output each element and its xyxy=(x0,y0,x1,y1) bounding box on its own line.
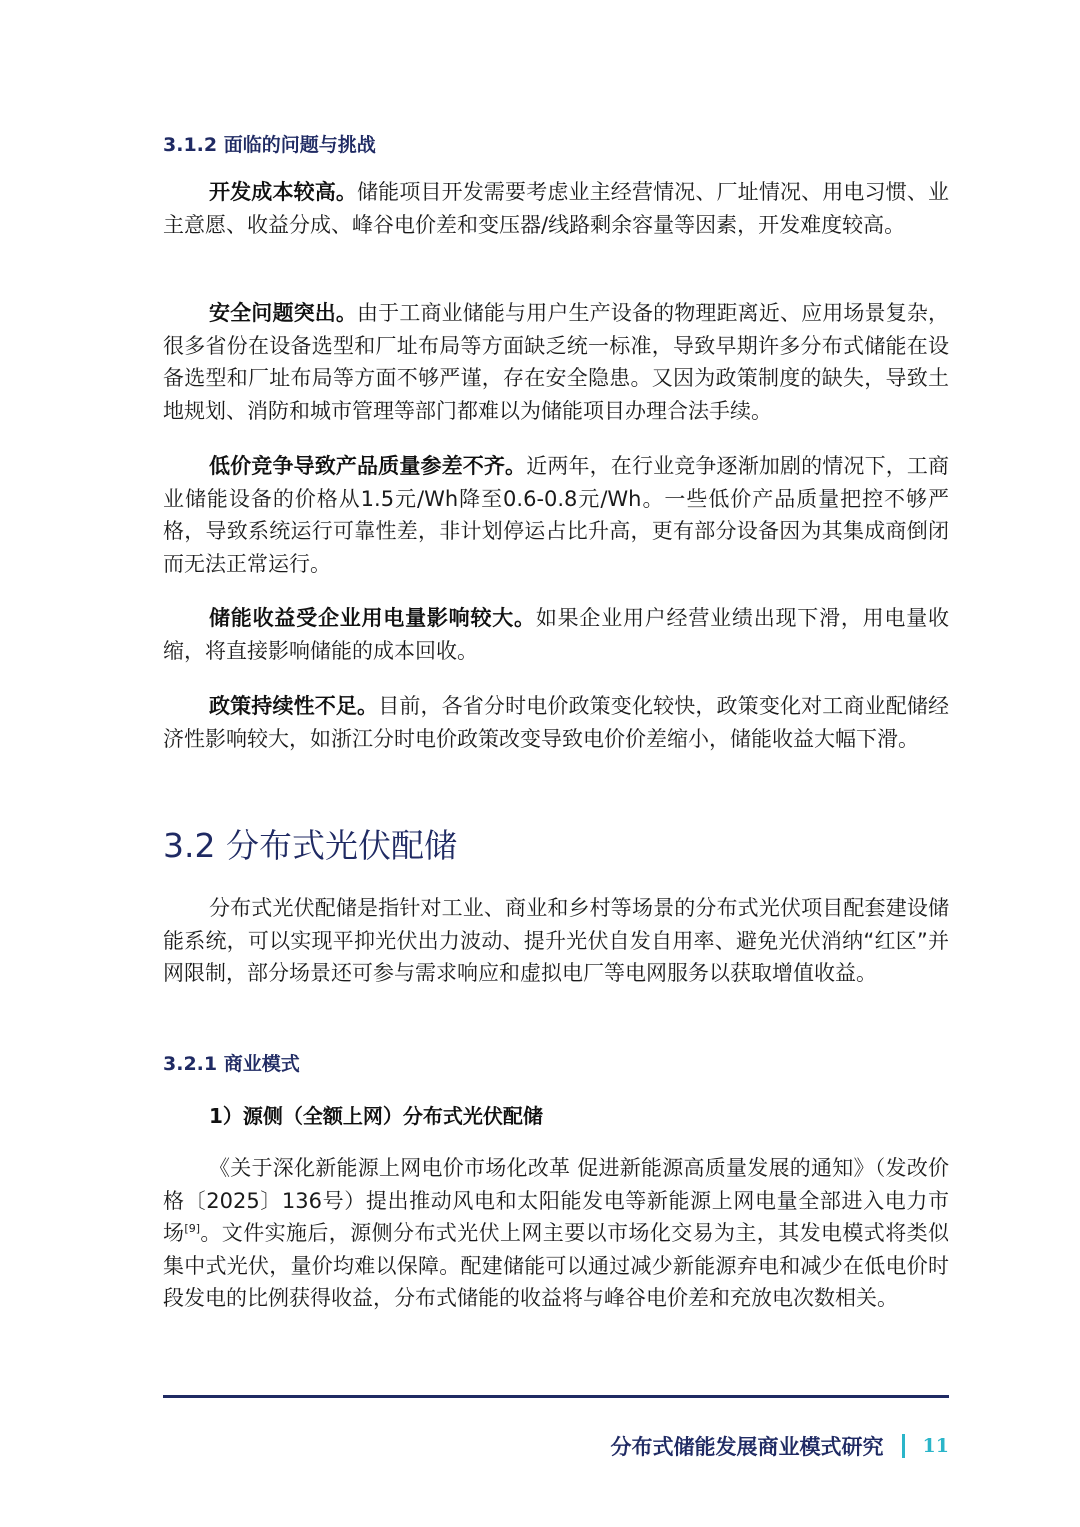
paragraph-policy-notice xyxy=(163,1152,949,1315)
paragraph-bold-lead: 开发成本较高。 xyxy=(209,180,358,204)
item-heading-source-side: 1）源侧（全额上网）分布式光伏配储 xyxy=(209,1104,543,1128)
paragraph-text: 如果企业用户经营业绩出现下滑，用电量收缩，将直接影响储能的成本回收。 xyxy=(163,606,950,663)
paragraph-text: 目前，各省分时电价政策变化较快，政策变化对工商业配储经济性影响较大，如浙江分时电价政策改变导致电价价差缩小，储能收益大幅下滑。 xyxy=(163,694,950,751)
paragraph-development-cost xyxy=(163,176,949,241)
page-number: 11 xyxy=(922,1435,949,1457)
paragraph-distributed-pv-intro xyxy=(163,892,949,990)
paragraph-low-price-competition xyxy=(163,450,949,580)
section-heading-3-2: 3.2 分布式光伏配储 xyxy=(163,826,457,865)
paragraph-safety xyxy=(163,297,949,427)
reference-marker[interactable]: [9] xyxy=(184,1222,200,1235)
paragraph-text: 分布式光伏配储是指针对工业、商业和乡村等场景的分布式光伏项目配套建设储能系统，可以实现平抑光伏出力波动、提升光伏自发自用率、避免光伏消纳“红区”并网限制，部分场景还可参与需求响应和虚拟电厂等电网服务以获取增值收益。 xyxy=(163,896,949,985)
paragraph-text: 由于工商业储能与用户生产设备的物理距离近、应用场景复杂，很多省份在设备选型和厂址布局等方面缺乏统一标准，导致早期许多分布式储能在设备选型和厂址布局等方面不够严谨，存在安全隐患。又因为政策制度的缺失，导致土地规划、消防和城市管理等部门都难以为储能项目办理合法手续。 xyxy=(163,301,949,423)
paragraph-text: 近两年，在行业竞争逐渐加剧的情况下，工商业储能设备的价格从1.5元/Wh降至0.6-0.8元/Wh。一些低价产品质量把控不够严格，导致系统运行可靠性差，非计划停运占比升高，更有部分设备因为其集成商倒闭而无法正常运行。 xyxy=(163,454,950,576)
paragraph-text: 。文件实施后，源侧分布式光伏上网主要以市场化交易为主，其发电模式将类似集中式光伏，量价均难以保障。配建储能可以通过减少新能源弃电和减少在低电价时段发电的比例获得收益，分布式储能的收益将与峰谷电价差和充放电次数相关。 xyxy=(163,1221,950,1310)
footer-title: 分布式储能发展商业模式研究 xyxy=(610,1435,884,1459)
paragraph-policy-continuity xyxy=(163,690,949,755)
paragraph-bold-lead: 政策持续性不足。 xyxy=(209,694,379,718)
page-footer xyxy=(611,1431,949,1461)
paragraph-bold-lead: 安全问题突出。 xyxy=(209,301,358,325)
subsection-heading-3-1-2: 3.1.2 面临的问题与挑战 xyxy=(163,134,376,156)
paragraph-bold-lead: 低价竞争导致产品质量参差不齐。 xyxy=(209,454,527,478)
subsection-heading-3-2-1: 3.2.1 商业模式 xyxy=(163,1053,300,1075)
paragraph-text: 《关于深化新能源上网电价市场化改革 促进新能源高质量发展的通知》（发改价格〔2025〕136号）提出推动风电和太阳能发电等新能源上网电量全部进入电力市场 xyxy=(163,1156,949,1245)
footer-separator xyxy=(902,1434,905,1458)
paragraph-revenue-impact xyxy=(163,602,949,667)
paragraph-bold-lead: 储能收益受企业用电量影响较大。 xyxy=(209,606,536,630)
paragraph-text: 储能项目开发需要考虑业主经营情况、厂址情况、用电习惯、业主意愿、收益分成、峰谷电价差和变压器/线路剩余容量等因素，开发难度较高。 xyxy=(163,180,949,237)
footer-divider xyxy=(163,1395,949,1398)
